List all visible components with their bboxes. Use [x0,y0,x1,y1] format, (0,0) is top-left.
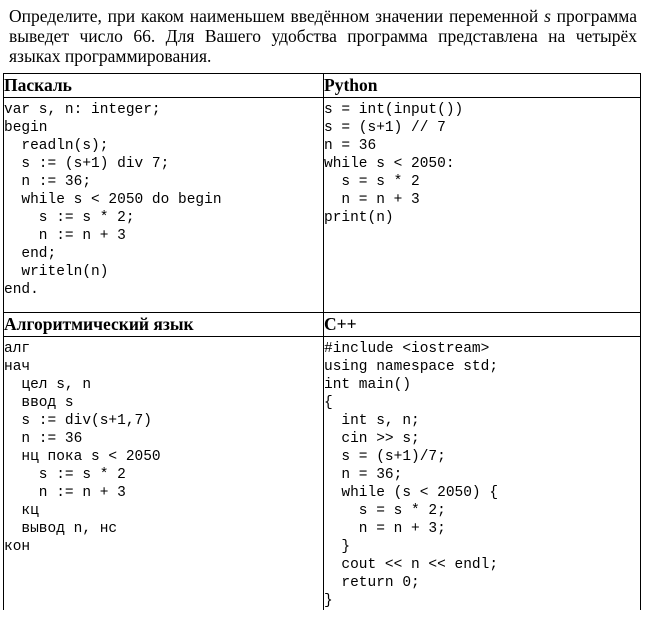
code-line: begin [4,120,48,136]
header-alg: Алгоритмический язык [4,313,324,337]
code-line: int s, n; [324,413,420,429]
header-row-top [4,74,641,98]
task-text-part2: программа выведет число 66. Для Вашего удобства программа представлена на четырёх языках программирования. [9,6,638,66]
code-line: вывод n, нс [4,521,118,537]
code-line: нц пока s < 2050 [4,449,161,465]
code-python [324,98,641,313]
code-line: n = n + 3; [324,521,446,537]
code-line: } [324,593,333,609]
code-alg [4,337,324,611]
code-line: using namespace std; [324,359,499,375]
code-line: while s < 2050: [324,156,455,172]
code-line: s := s * 2; [4,210,135,226]
code-line: { [324,395,333,411]
code-line: n := n + 3 [4,228,126,244]
header-row-bottom [4,313,641,337]
code-row-bottom [4,337,641,611]
code-line: while s < 2050 do begin [4,192,222,208]
code-line: } [324,539,351,555]
code-line: while (s < 2050) { [324,485,499,501]
code-line: s = s * 2; [324,503,446,519]
task-text [9,6,637,66]
code-line: кц [4,503,39,519]
code-line: cout << n << endl; [324,557,499,573]
code-line: s := (s+1) div 7; [4,156,170,172]
code-line: end; [4,246,57,262]
code-line: n := 36 [4,431,83,447]
code-line: цел s, n [4,377,92,393]
code-line: s = (s+1)/7; [324,449,446,465]
code-line: print(n) [324,210,394,226]
code-line: int main() [324,377,412,393]
code-line: s := s * 2 [4,467,126,483]
code-line: алг [4,341,31,357]
code-row-top [4,98,641,313]
task-text-part1: Определите, при каком наименьшем введённом значении переменной [9,6,545,26]
code-line: кон [4,539,31,555]
code-line: end. [4,282,39,298]
code-line: s = s * 2 [324,174,420,190]
header-pascal: Паскаль [4,74,324,98]
code-line: readln(s); [4,138,109,154]
code-line: s = int(input()) [324,102,464,118]
code-line: n = 36 [324,138,377,154]
code-line: return 0; [324,575,420,591]
code-line: cin >> s; [324,431,420,447]
header-cpp: C++ [324,313,641,337]
task-statement [9,6,637,66]
code-line: writeln(n) [4,264,109,280]
code-line: var s, n: integer; [4,102,161,118]
code-line: n = 36; [324,467,403,483]
code-cpp [324,337,641,611]
program-table [3,73,641,610]
task-variable: s [544,6,551,26]
header-python: Python [324,74,641,98]
code-line: s := div(s+1,7) [4,413,152,429]
code-pascal [4,98,324,313]
code-line: s = (s+1) // 7 [324,120,446,136]
code-line: n = n + 3 [324,192,420,208]
code-line: ввод s [4,395,74,411]
code-line: #include <iostream> [324,341,490,357]
code-line: нач [4,359,31,375]
code-line: n := 36; [4,174,92,190]
code-line: n := n + 3 [4,485,126,501]
